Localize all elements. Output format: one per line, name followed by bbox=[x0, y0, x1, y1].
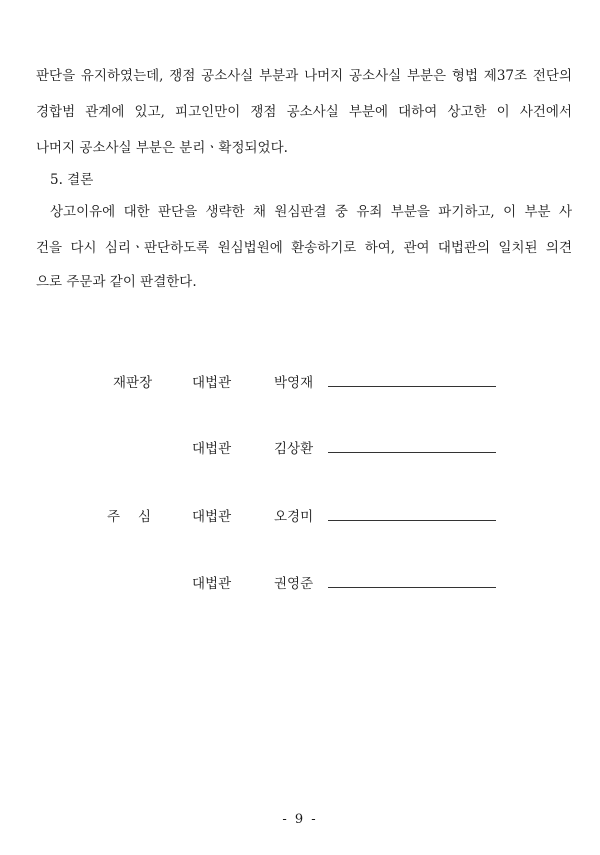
signature-name: 오경미 bbox=[274, 509, 314, 525]
signature-name: 김상환 bbox=[274, 441, 314, 457]
signature-line bbox=[328, 587, 496, 588]
signature-role: 주 심 bbox=[107, 509, 151, 525]
page-number: - 9 - bbox=[282, 812, 318, 827]
conclusion-line-1: 상고이유에 대한 판단을 생략한 채 원심판결 중 유죄 부분을 파기하고, 이 부분 사 bbox=[50, 204, 572, 220]
signature-line bbox=[328, 386, 496, 387]
signature-title: 대법관 bbox=[192, 441, 232, 457]
signature-name: 권영준 bbox=[274, 576, 314, 592]
signature-line bbox=[328, 452, 496, 453]
conclusion-line-3: 으로 주문과 같이 판결한다. bbox=[36, 274, 197, 290]
conclusion-line-2: 건을 다시 심리ㆍ판단하도록 원심법원에 환송하기로 하여, 관여 대법관의 일치된 의견 bbox=[36, 240, 572, 256]
signature-title: 대법관 bbox=[192, 576, 232, 592]
paragraph-line-3: 나머지 공소사실 부분은 분리ㆍ확정되었다. bbox=[36, 140, 288, 156]
signature-role: 재판장 bbox=[113, 375, 153, 391]
signature-line bbox=[328, 520, 496, 521]
signature-title: 대법관 bbox=[192, 375, 232, 391]
signature-title: 대법관 bbox=[192, 509, 232, 525]
paragraph-line-1: 판단을 유지하였는데, 쟁점 공소사실 부분과 나머지 공소사실 부분은 형법 제37조 전단의 bbox=[36, 68, 572, 84]
paragraph-line-2: 경합범 관계에 있고, 피고인만이 쟁점 공소사실 부분에 대하여 상고한 이 사건에서 bbox=[36, 104, 572, 120]
section-heading-conclusion: 5. 결론 bbox=[50, 172, 94, 188]
signature-name: 박영재 bbox=[274, 375, 314, 391]
